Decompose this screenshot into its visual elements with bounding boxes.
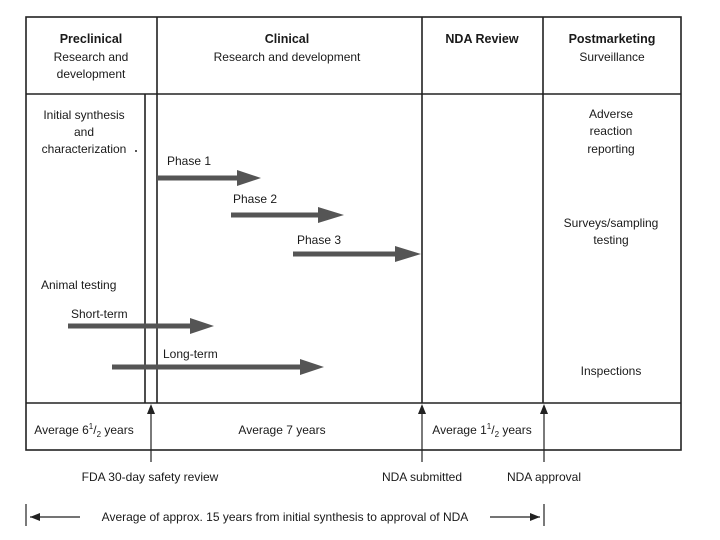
nda-duration: Average $1^1/_2$ years — [432, 422, 532, 439]
phase-1-label: Phase 1 — [167, 154, 212, 168]
nda-approval-label: NDA approval — [506, 470, 582, 484]
col-postmarketing-title: Postmarketing — [568, 32, 656, 46]
adverse-line-3: reporting — [587, 142, 635, 156]
outer-frame — [26, 17, 681, 450]
phase-2-arrow — [231, 207, 344, 223]
phase-3-label: Phase 3 — [297, 233, 342, 247]
nda-submitted-label: NDA submitted — [381, 470, 463, 484]
fda-review-label: FDA 30-day safety review — [81, 470, 219, 484]
clinical-duration: Average 7 years — [238, 423, 326, 437]
adverse-line-1: Adverse — [588, 107, 634, 121]
total-span-label: Average of approx. 15 years from initial synthesis to approval of NDA — [101, 510, 469, 524]
inspections-label: Inspections — [580, 364, 642, 378]
col-postmarketing-sub-1: Surveillance — [579, 50, 645, 64]
synthesis-line-2: and — [73, 125, 95, 139]
surveys-line-2: testing — [593, 233, 629, 247]
synthesis-line-1: Initial synthesis — [43, 108, 125, 122]
nda-approval-marker — [540, 404, 548, 462]
short-term-label: Short-term — [71, 307, 128, 321]
long-term-label: Long-term — [163, 347, 218, 361]
synthesis-line-3: characterization — [41, 142, 127, 156]
col-clinical-sub-1: Research and development — [213, 50, 361, 64]
long-term-arrow — [112, 359, 324, 375]
animal-testing-label: Animal testing — [41, 278, 117, 292]
surveys-line-1: Surveys/sampling — [563, 216, 659, 230]
col-preclinical-sub-2: development — [56, 67, 126, 81]
nda-submitted-marker — [418, 404, 426, 462]
phase-2-label: Phase 2 — [233, 192, 278, 206]
phase-1-arrow — [157, 170, 261, 186]
fda-review-marker — [147, 404, 155, 462]
col-nda-title: NDA Review — [445, 32, 519, 46]
col-clinical-title: Clinical — [264, 32, 310, 46]
preclinical-duration: Average $6^1/_2$ years — [34, 422, 134, 439]
phase-3-arrow — [293, 246, 421, 262]
col-preclinical-title: Preclinical — [59, 32, 123, 46]
adverse-line-2: reaction — [589, 124, 633, 138]
synthesis-dot — [135, 150, 137, 152]
col-preclinical-sub-1: Research and — [53, 50, 129, 64]
